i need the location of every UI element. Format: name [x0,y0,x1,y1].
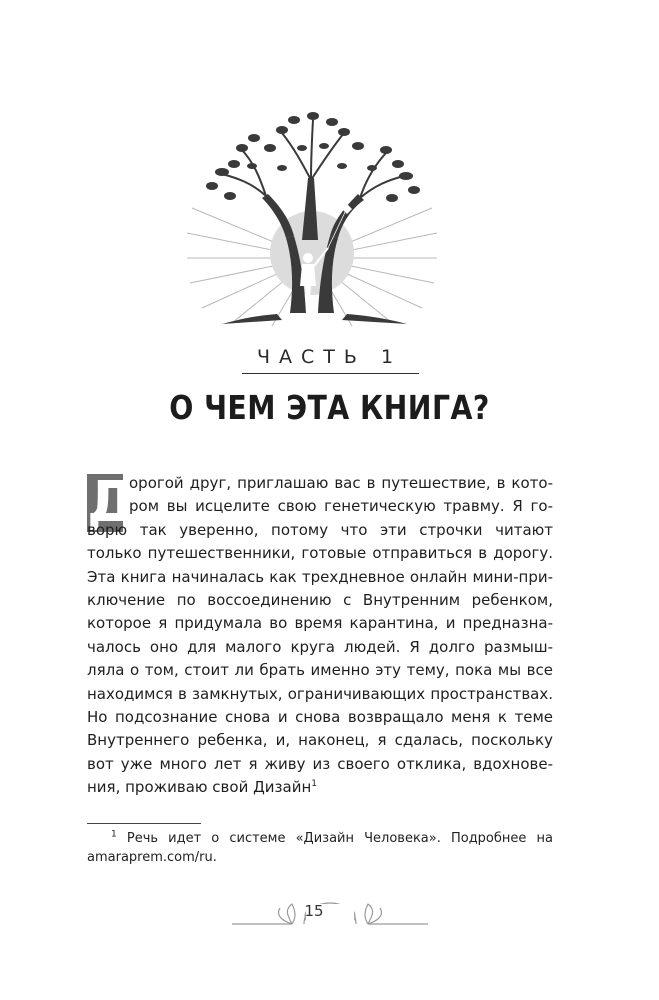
footnote-divider [87,823,201,824]
body-line: только путешественники, готовые отправиться в дорогу. [87,544,553,563]
body-line: Эта книга начиналась как трехдневное онлайн мини-при- [87,567,553,586]
drop-cap: Д [87,470,137,535]
body-paragraph [87,472,553,799]
body-line: орогой друг, приглашаю вас в путешествие, в кото- [129,474,553,492]
body-line: находимся в замкнутых, ограничивающих пространствах. [87,684,553,703]
chapter-title: О ЧЕМ ЭТА КНИГА? [169,388,490,427]
footnote [87,829,553,867]
body-line: Но подсознание снова и снова возвращало меня к теме [87,707,553,726]
body-line: ляла о том, стоит ли брать именно эту тему, пока мы все [87,661,553,680]
body-line: ния, проживаю свой Дизайн [87,778,312,797]
footnote-line [87,829,553,848]
footnote-link[interactable]: amaraprem.com/ru. [87,850,217,865]
part-divider [242,373,419,374]
body-line: чалось оно для малого круга людей. Я долго размыш- [87,637,553,656]
footnote-text: Речь идет о системе «Дизайн Человека». Подробнее на [126,831,553,846]
footnote-reference[interactable]: 1 [311,779,318,790]
part-label: ЧАСТЬ 1 [256,346,403,368]
body-line: которое я придумала во время карантина, и предназна- [87,614,553,633]
body-line: вот уже много лет я живу из своего отклика, вдохнове- [87,754,553,773]
page-number: 15 [304,902,324,920]
footnote-marker: 1 [111,829,117,840]
body-line: ром вы исцелите свою генетическую травму. Я го- [129,497,553,516]
tree-illustration [182,108,442,328]
body-line: ворю так уверенно, потому что эти строчки читают [87,520,553,539]
body-line: Внутреннего ребенка, и, наконец, я сдалась, поскольку [87,731,553,750]
body-line: ключение по воссоединению с Внутренним ребенком, [87,590,553,609]
body-line-last [87,776,553,799]
